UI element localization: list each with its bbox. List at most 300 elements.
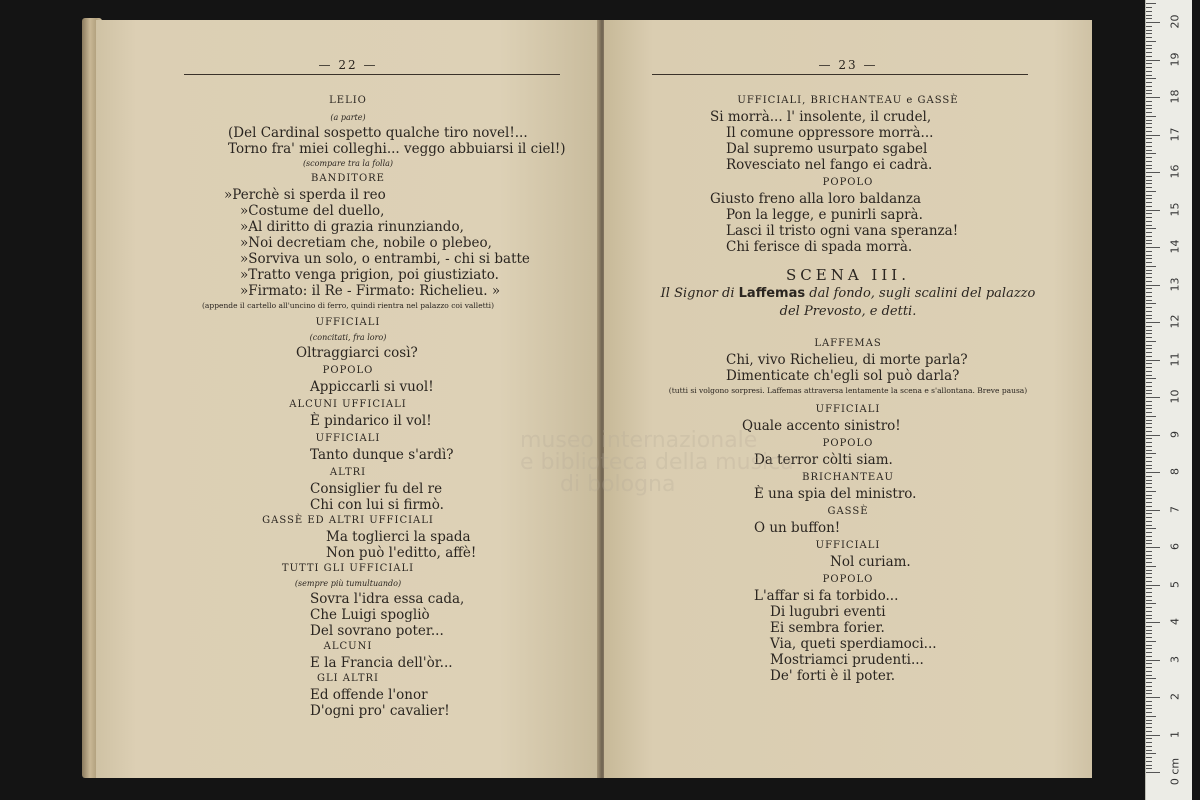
ruler-tick <box>1146 251 1152 252</box>
ruler-tick <box>1146 461 1152 462</box>
ruler-tick <box>1146 123 1152 124</box>
speaker-name: ALCUNI <box>323 641 373 652</box>
ruler-label: 13 <box>1168 277 1182 291</box>
ruler-label: 4 <box>1168 618 1182 625</box>
verse-line: Dimenticate ch'egli sol può darla? <box>726 368 960 384</box>
ruler-label: 3 <box>1168 655 1182 663</box>
watermark-line-1: museo internazionale <box>520 428 758 453</box>
ruler-tick <box>1146 120 1152 121</box>
ruler-tick <box>1146 348 1152 349</box>
ruler-tick <box>1146 652 1152 653</box>
ruler-tick <box>1146 420 1152 421</box>
ruler-tick <box>1146 285 1160 286</box>
ruler-tick <box>1146 495 1152 496</box>
ruler-tick <box>1146 367 1152 368</box>
ruler-tick <box>1146 217 1152 218</box>
ruler-tick <box>1146 480 1152 481</box>
ruler-tick <box>1146 405 1152 406</box>
speaker-name: UFFICIALI <box>815 540 881 551</box>
ruler-tick <box>1146 682 1152 683</box>
ruler-label: 20 <box>1168 14 1182 29</box>
ruler-tick <box>1146 768 1152 769</box>
ruler-tick <box>1146 416 1156 417</box>
ruler-label: 8 <box>1168 468 1182 475</box>
ruler-tick <box>1146 127 1152 128</box>
ruler-tick <box>1146 442 1152 443</box>
ruler-tick <box>1146 637 1152 638</box>
ruler-tick <box>1146 633 1152 634</box>
ruler-tick <box>1146 660 1160 661</box>
ruler-tick <box>1146 300 1152 301</box>
ruler-tick <box>1146 716 1156 717</box>
ruler-tick <box>1146 382 1152 383</box>
verse-line: »Sorviva un solo, o entrambi, - chi si batte <box>240 251 530 267</box>
ruler-tick <box>1146 532 1152 533</box>
stage-direction: (concitati, fra loro) <box>309 333 387 342</box>
ruler-tick <box>1146 63 1152 64</box>
ruler-tick <box>1146 303 1156 304</box>
verse-line: Che Luigi spogliò <box>310 607 430 623</box>
ruler-label: 10 <box>1168 389 1182 404</box>
ruler-tick <box>1146 360 1160 361</box>
ruler-tick <box>1146 255 1152 256</box>
ruler-tick <box>1146 108 1152 109</box>
ruler-tick <box>1146 757 1152 758</box>
ruler-tick <box>1146 555 1152 556</box>
ruler-tick <box>1146 408 1152 409</box>
scene-direction-part-a: Il Signor di <box>660 286 735 301</box>
watermark-line-3: di bologna <box>560 472 676 497</box>
ruler-tick <box>1146 7 1152 8</box>
ruler-tick <box>1146 11 1152 12</box>
ruler-tick <box>1146 341 1156 342</box>
ruler-tick <box>1146 86 1152 87</box>
ruler-tick <box>1146 697 1160 698</box>
ruler-label: 1 <box>1168 730 1182 738</box>
ruler-tick <box>1146 277 1152 278</box>
stage-direction: (appende il cartello all'uncino di ferro, quindi rientra nel palazzo coi valletti) <box>202 301 494 310</box>
ruler-tick <box>1146 457 1152 458</box>
verse-line: (Del Cardinal sospetto qualche tiro novel!... <box>228 125 528 141</box>
verse-line: Giusto freno alla loro baldanza <box>710 191 922 207</box>
ruler-tick <box>1146 693 1152 694</box>
watermark-line-2: e biblioteca della musica <box>520 450 794 475</box>
ruler-tick <box>1146 566 1156 567</box>
ruler-tick <box>1146 521 1152 522</box>
ruler-tick <box>1146 221 1152 222</box>
speaker-name: ALTRI <box>329 467 367 478</box>
ruler-tick <box>1146 630 1152 631</box>
ruler-tick <box>1146 641 1156 642</box>
ruler-tick <box>1146 596 1152 597</box>
verse-line: Di lugubri eventi <box>770 604 886 620</box>
speaker-name: BANDITORE <box>311 173 385 184</box>
ruler-tick <box>1146 30 1152 31</box>
ruler-tick <box>1146 187 1152 188</box>
verse-line: Mostriamci prudenti... <box>770 652 924 668</box>
ruler-tick <box>1146 318 1152 319</box>
ruler-label: 15 <box>1168 202 1182 216</box>
ruler-tick <box>1146 153 1156 154</box>
ruler-tick <box>1146 401 1152 402</box>
ruler-tick <box>1146 465 1152 466</box>
ruler-tick <box>1146 705 1152 706</box>
ruler-tick <box>1146 71 1152 72</box>
ruler-tick <box>1146 435 1160 436</box>
verse-line: È una spia del ministro. <box>754 486 917 502</box>
ruler-tick <box>1146 138 1152 139</box>
verse-line: Tanto dunque s'ardì? <box>310 447 454 463</box>
ruler-tick <box>1146 356 1152 357</box>
ruler-tick <box>1146 746 1152 747</box>
verse-line: Chi ferisce di spada morrà. <box>726 239 913 255</box>
ruler-label: 18 <box>1168 89 1182 104</box>
ruler-tick <box>1146 510 1160 511</box>
ruler-tick <box>1146 371 1152 372</box>
ruler-tick <box>1146 105 1152 106</box>
ruler-tick <box>1146 228 1156 229</box>
verse-line: Chi con lui si firmò. <box>310 497 444 513</box>
verse-line: Lasci il tristo ogni vana speranza! <box>726 223 959 239</box>
speaker-name: POPOLO <box>822 438 874 449</box>
ruler-tick <box>1146 315 1152 316</box>
ruler-tick <box>1146 337 1152 338</box>
speaker-name: BRICHANTEAU <box>802 472 894 483</box>
ruler-tick <box>1146 753 1156 754</box>
ruler-tick <box>1146 247 1160 248</box>
ruler-tick <box>1146 731 1152 732</box>
speaker-name: GASSÈ <box>827 506 869 517</box>
ruler-tick <box>1146 157 1152 158</box>
ruler-tick <box>1146 600 1152 601</box>
ruler-tick <box>1146 487 1152 488</box>
ruler-tick <box>1146 750 1152 751</box>
ruler-tick <box>1146 345 1152 346</box>
ruler-tick <box>1146 468 1152 469</box>
verse-line: Sovra l'idra essa cada, <box>310 591 465 607</box>
measuring-ruler <box>1145 0 1192 800</box>
watermark <box>520 430 794 496</box>
ruler-label: 0 cm <box>1168 757 1182 786</box>
ruler-tick <box>1146 562 1152 563</box>
verse-line: Da terror còlti siam. <box>754 452 893 468</box>
speaker-name: TUTTI GLI UFFICIALI <box>281 563 415 574</box>
ruler-tick <box>1146 611 1152 612</box>
ruler-tick <box>1146 375 1152 376</box>
verse-line: Pon la legge, e punirli saprà. <box>726 207 923 223</box>
ruler-tick <box>1146 26 1152 27</box>
ruler-tick <box>1146 476 1152 477</box>
verse-line: D'ogni pro' cavalier! <box>310 703 450 719</box>
ruler-tick <box>1146 686 1152 687</box>
verse-line: Chi, vivo Richelieu, di morte parla? <box>726 352 968 368</box>
verse-line: Del sovrano poter... <box>310 623 444 639</box>
ruler-tick <box>1146 101 1152 102</box>
ruler-tick <box>1146 742 1152 743</box>
ruler-tick <box>1146 232 1152 233</box>
ruler-label: 5 <box>1168 580 1182 588</box>
ruler-tick <box>1146 56 1152 57</box>
ruler-tick <box>1146 135 1160 136</box>
ruler-tick <box>1146 225 1152 226</box>
ruler-tick <box>1146 41 1156 42</box>
verse-line: Consiglier fu del re <box>310 481 443 497</box>
ruler-tick <box>1146 663 1152 664</box>
ruler-tick <box>1146 540 1152 541</box>
verse-line: O un buffon! <box>754 520 841 536</box>
ruler-tick <box>1146 146 1152 147</box>
verse-line: »Noi decretiam che, nobile o plebeo, <box>240 235 492 251</box>
verse-line: Appiccarli si vuol! <box>310 379 434 395</box>
ruler-tick <box>1146 258 1152 259</box>
ruler-tick <box>1146 765 1152 766</box>
ruler-tick <box>1146 446 1152 447</box>
verse-line: Quale accento sinistro! <box>742 418 901 434</box>
verse-line: »Firmato: il Re - Firmato: Richelieu. » <box>240 283 501 299</box>
ruler-tick <box>1146 498 1152 499</box>
ruler-tick <box>1146 645 1152 646</box>
ruler-label: 17 <box>1168 127 1182 141</box>
ruler-label: 9 <box>1168 430 1182 438</box>
ruler-tick <box>1146 675 1152 676</box>
ruler-tick <box>1146 761 1152 762</box>
verse-line: »Perchè si sperda il reo <box>224 187 386 203</box>
ruler-tick <box>1146 322 1160 323</box>
ruler-tick <box>1146 626 1152 627</box>
page-number-left: — 22 — <box>318 58 378 72</box>
ruler-tick <box>1146 198 1152 199</box>
ruler-tick <box>1146 577 1152 578</box>
ruler-tick <box>1146 423 1152 424</box>
verse-line: Torno fra' miei colleghi... veggo abbuiarsi il ciel!) <box>228 141 566 157</box>
ruler-tick <box>1146 311 1152 312</box>
ruler-tick <box>1146 213 1152 214</box>
ruler-tick <box>1146 528 1156 529</box>
ruler-tick <box>1146 112 1152 113</box>
ruler-tick <box>1146 720 1152 721</box>
verse-line: Il comune oppressore morrà... <box>726 125 934 141</box>
verse-line: Ed offende l'onor <box>310 687 428 703</box>
ruler-tick <box>1146 37 1152 38</box>
ruler-tick <box>1146 667 1152 668</box>
ruler-tick <box>1146 472 1160 473</box>
ruler-tick <box>1146 570 1152 571</box>
ruler-label: 16 <box>1168 164 1182 179</box>
ruler-tick <box>1146 506 1152 507</box>
ruler-tick <box>1146 431 1152 432</box>
verse-line: Dal supremo usurpato sgabel <box>726 141 928 157</box>
ruler-tick <box>1146 581 1152 582</box>
ruler-tick <box>1146 161 1152 162</box>
ruler-tick <box>1146 390 1152 391</box>
ruler-tick <box>1146 502 1152 503</box>
ruler-tick <box>1146 671 1152 672</box>
ruler-tick <box>1146 622 1160 623</box>
verse-line: »Costume del duello, <box>240 203 385 219</box>
ruler-tick <box>1146 517 1152 518</box>
speaker-name: POPOLO <box>822 574 874 585</box>
ruler-tick <box>1146 52 1152 53</box>
ruler-tick <box>1146 165 1152 166</box>
verse-line: Ei sembra forier. <box>770 620 885 636</box>
speaker-name: GLI ALTRI <box>317 673 379 684</box>
ruler-tick <box>1146 330 1152 331</box>
ruler-tick <box>1146 397 1160 398</box>
header-rule-right <box>652 74 1028 75</box>
verse-line: Si morrà... l' insolente, il crudel, <box>710 109 932 125</box>
ruler-tick <box>1146 288 1152 289</box>
ruler-tick <box>1146 97 1160 98</box>
ruler-tick <box>1146 78 1156 79</box>
ruler-tick <box>1146 607 1152 608</box>
ruler-label: 19 <box>1168 52 1182 66</box>
speaker-name: UFFICIALI, BRICHANTEAU e GASSÈ <box>737 95 959 106</box>
ruler-tick <box>1146 202 1152 203</box>
ruler-label: 12 <box>1168 314 1182 329</box>
ruler-tick <box>1146 48 1152 49</box>
ruler-label: 6 <box>1168 543 1182 550</box>
ruler-tick <box>1146 240 1152 241</box>
ruler-tick <box>1146 281 1152 282</box>
ruler-tick <box>1146 678 1156 679</box>
ruler-tick <box>1146 378 1156 379</box>
ruler-tick <box>1146 412 1152 413</box>
ruler-tick <box>1146 603 1156 604</box>
ruler-tick <box>1146 60 1160 61</box>
right-page <box>604 20 1092 778</box>
ruler-tick <box>1146 22 1160 23</box>
ruler-tick <box>1146 273 1152 274</box>
ruler-tick <box>1146 3 1156 4</box>
verse-line: De' forti è il poter. <box>770 668 896 684</box>
verse-line: Non può l'editto, affè! <box>326 545 477 561</box>
ruler-tick <box>1146 453 1156 454</box>
ruler-tick <box>1146 176 1152 177</box>
ruler-tick <box>1146 588 1152 589</box>
scene-direction-part-b: dal fondo, sugli scalini del palazzo <box>809 286 1036 301</box>
ruler-tick <box>1146 191 1156 192</box>
ruler-tick <box>1146 262 1152 263</box>
ruler-tick <box>1146 15 1152 16</box>
scene-direction <box>604 286 1092 301</box>
ruler-tick <box>1146 585 1160 586</box>
ruler-tick <box>1146 352 1152 353</box>
ruler-tick <box>1146 236 1152 237</box>
ruler-tick <box>1146 90 1152 91</box>
ruler-tick <box>1146 525 1152 526</box>
ruler-tick <box>1146 168 1152 169</box>
ruler-tick <box>1146 438 1152 439</box>
ruler-tick <box>1146 513 1152 514</box>
ruler-tick <box>1146 483 1152 484</box>
scene-direction-line-2: del Prevosto, e detti. <box>779 304 917 319</box>
ruler-tick <box>1146 243 1152 244</box>
speaker-name: LELIO <box>329 95 367 106</box>
speaker-name: UFFICIALI <box>315 317 381 328</box>
verse-line: Ma toglierci la spada <box>326 529 471 545</box>
speaker-name: POPOLO <box>322 365 374 376</box>
ruler-tick <box>1146 363 1152 364</box>
ruler-tick <box>1146 712 1152 713</box>
verse-line: »Tratto venga prigion, poi giustiziato. <box>240 267 499 283</box>
ruler-tick <box>1146 592 1152 593</box>
ruler-tick <box>1146 206 1152 207</box>
ruler-tick <box>1146 547 1160 548</box>
ruler-tick <box>1146 150 1152 151</box>
ruler-tick <box>1146 210 1160 211</box>
ruler-tick <box>1146 393 1152 394</box>
ruler-label: 7 <box>1168 505 1182 513</box>
speaker-name: LAFFEMAS <box>814 338 882 349</box>
ruler-tick <box>1146 551 1152 552</box>
ruler-tick <box>1146 386 1152 387</box>
ruler-tick <box>1146 536 1152 537</box>
verse-line: Via, queti sperdiamoci... <box>770 636 937 652</box>
ruler-tick <box>1146 172 1160 173</box>
stage-direction: (tutti si volgono sorpresi. Laffemas attraversa lentamente la scena e s'allontana. Breve pausa) <box>668 386 1028 395</box>
ruler-tick <box>1146 195 1152 196</box>
ruler-tick <box>1146 772 1160 773</box>
scene-heading: SCENA III. <box>786 266 910 284</box>
ruler-tick <box>1146 326 1152 327</box>
ruler-tick <box>1146 723 1152 724</box>
speaker-name: ALCUNI UFFICIALI <box>289 399 407 410</box>
stage-direction: (sempre più tumultuando) <box>294 579 402 588</box>
verse-line: L'affar si fa torbido... <box>754 588 899 604</box>
ruler-tick <box>1146 292 1152 293</box>
verse-line: Oltraggiarci così? <box>296 345 418 361</box>
ruler-tick <box>1146 491 1156 492</box>
verse-line: Nol curiam. <box>830 554 911 570</box>
ruler-tick <box>1146 296 1152 297</box>
speaker-name: POPOLO <box>822 177 874 188</box>
ruler-tick <box>1146 180 1152 181</box>
ruler-tick <box>1146 727 1152 728</box>
ruler-tick <box>1146 333 1152 334</box>
ruler-tick <box>1146 735 1160 736</box>
ruler-label: 11 <box>1168 352 1182 366</box>
ruler-label: 14 <box>1168 239 1182 254</box>
ruler-tick <box>1146 266 1156 267</box>
ruler-tick <box>1146 738 1152 739</box>
ruler-tick <box>1146 270 1152 271</box>
speaker-name: UFFICIALI <box>815 404 881 415</box>
ruler-tick <box>1146 183 1152 184</box>
ruler-tick <box>1146 93 1152 94</box>
speaker-name: GASSÈ ED ALTRI UFFICIALI <box>262 515 434 526</box>
ruler-tick <box>1146 307 1152 308</box>
ruler-tick <box>1146 116 1156 117</box>
ruler-tick <box>1146 82 1152 83</box>
verse-line: È pindarico il vol! <box>310 413 432 429</box>
scene-direction-name: Laffemas <box>738 286 806 301</box>
ruler-tick <box>1146 615 1152 616</box>
ruler-tick <box>1146 18 1152 19</box>
ruler-tick <box>1146 427 1152 428</box>
ruler-tick <box>1146 573 1152 574</box>
header-rule-left <box>184 74 560 75</box>
ruler-tick <box>1146 708 1152 709</box>
verse-line: »Al diritto di grazia rinunziando, <box>240 219 464 235</box>
ruler-tick <box>1146 450 1152 451</box>
ruler-tick <box>1146 701 1152 702</box>
verse-line: E la Francia dell'òr... <box>310 655 453 671</box>
verse-line: Rovesciato nel fango ei cadrà. <box>726 157 933 173</box>
ruler-tick <box>1146 75 1152 76</box>
ruler-tick <box>1146 618 1152 619</box>
stage-direction: (scompare tra la folla) <box>302 159 394 168</box>
left-page <box>96 20 600 778</box>
